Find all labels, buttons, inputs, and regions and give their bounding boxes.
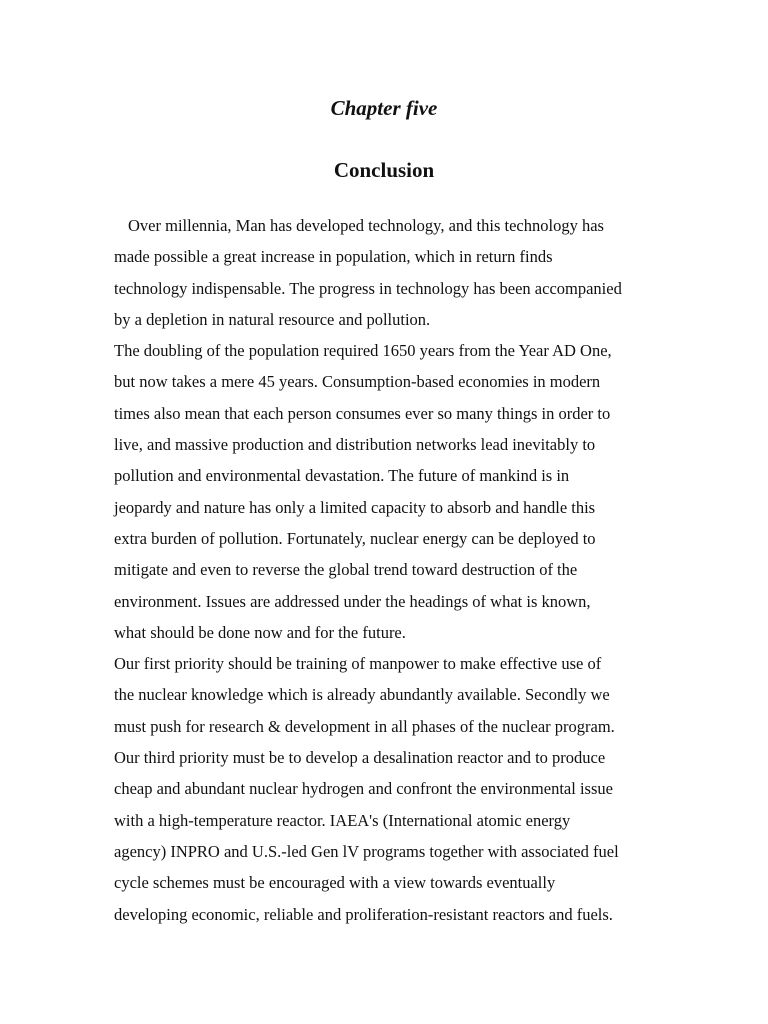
text-line: jeopardy and nature has only a limited capacity to absorb and handle this: [114, 497, 596, 517]
chapter-heading: Chapter five: [330, 96, 438, 120]
text-line: The doubling of the population required 1650 years from the Year AD One,: [114, 341, 612, 361]
text-line: made possible a great increase in population, which in return finds: [114, 247, 553, 267]
text-line: agency) INPRO and U.S.-led Gen lV programs together with associated fuel: [114, 841, 619, 861]
text-line: Our third priority must be to develop a desalination reactor and to produce: [114, 748, 606, 768]
section-heading: Conclusion: [333, 158, 435, 182]
text-line: technology indispensable. The progress in technology has been accompanied: [114, 278, 622, 298]
text-line: must push for research & development in all phases of the nuclear program.: [114, 716, 615, 736]
text-line: cheap and abundant nuclear hydrogen and confront the environmental issue: [114, 779, 613, 799]
text-line: Our first priority should be training of manpower to make effective use of: [114, 654, 602, 674]
text-line: live, and massive production and distribution networks lead inevitably to: [114, 435, 596, 455]
text-line: the nuclear knowledge which is already abundantly available. Secondly we: [114, 685, 610, 705]
text-line: what should be done now and for the future.: [114, 622, 406, 642]
text-line: mitigate and even to reverse the global trend toward destruction of the: [114, 560, 578, 580]
text-line: but now takes a mere 45 years. Consumption-based economies in modern: [114, 372, 601, 392]
text-line: pollution and environmental devastation. The future of mankind is in: [114, 466, 570, 486]
body-text: [114, 210, 674, 930]
text-line: with a high-temperature reactor. IAEA's (International atomic energy: [114, 810, 571, 830]
text-line: developing economic, reliable and proliferation-resistant reactors and fuels.: [114, 904, 613, 924]
text-line: extra burden of pollution. Fortunately, nuclear energy can be deployed to: [114, 528, 596, 548]
text-line: environment. Issues are addressed under the headings of what is known,: [114, 591, 591, 611]
text-line: cycle schemes must be encouraged with a view towards eventually: [114, 873, 556, 893]
text-line: by a depletion in natural resource and pollution.: [114, 309, 431, 329]
text-line: times also mean that each person consumes ever so many things in order to: [114, 403, 611, 423]
text-line: Over millennia, Man has developed technology, and this technology has: [128, 216, 604, 235]
